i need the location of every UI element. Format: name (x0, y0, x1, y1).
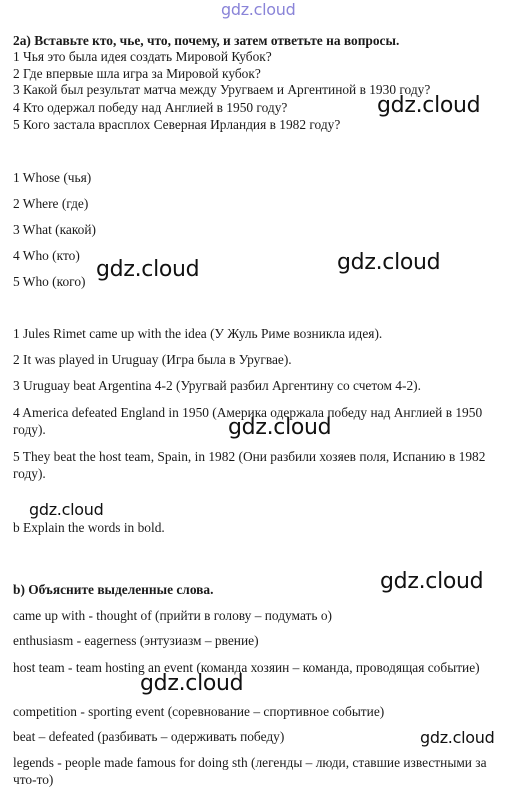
watermark: gdz.cloud (96, 257, 200, 282)
question-5: 5 Кого застала врасплох Северная Ирландия в 1982 году? (13, 117, 341, 132)
question-2: 2 Где впервые шла игра за Мировой кубок? (13, 66, 261, 81)
task-b-title: b Explain the words in bold. (13, 520, 165, 535)
watermark-top: gdz.cloud (221, 0, 296, 19)
word-4: 4 Who (кто) (13, 248, 80, 263)
watermark: gdz.cloud (228, 415, 332, 440)
answer-2: 2 It was played in Uruguay (Игра была в Уругвае). (13, 352, 292, 367)
answer-5: 5 They beat the host team, Spain, in 1982 (Они разбили хозяев поля, Испанию в 1982 году). (13, 449, 486, 481)
word-2: 2 Where (где) (13, 196, 89, 211)
answer-4: 4 America defeated England in 1950 (Америка одержала победу над Англией в 1950 году). (13, 405, 483, 437)
watermark: gdz.cloud (377, 93, 481, 118)
definition-6: legends - people made famous for doing sth (легенды – люди, ставшие известными за что-то) (13, 755, 487, 787)
word-5: 5 Who (кого) (13, 274, 86, 289)
watermark: gdz.cloud (140, 671, 244, 696)
watermark: gdz.cloud (29, 500, 104, 519)
definition-3: host team - team hosting an event (команда хозяин – команда, проводящая событие) (13, 660, 480, 675)
question-1: 1 Чья это была идея создать Мировой Кубок? (13, 49, 272, 64)
question-3: 3 Какой был результат матча между Уругваем и Аргентиной в 1930 году? (13, 82, 431, 97)
definition-5: beat – defeated (разбивать – одерживать победу) (13, 729, 285, 744)
definition-4: competition - sporting event (соревнование – спортивное событие) (13, 704, 385, 719)
watermark: gdz.cloud (337, 250, 441, 275)
answer-3: 3 Uruguay beat Argentina 4-2 (Уругвай разбил Аргентину со счетом 4-2). (13, 378, 421, 393)
watermark: gdz.cloud (420, 728, 495, 747)
question-4: 4 Кто одержал победу над Англией в 1950 году? (13, 100, 288, 115)
word-1: 1 Whose (чья) (13, 170, 92, 185)
answer-1: 1 Jules Rimet came up with the idea (У Жуль Риме возникла идея). (13, 326, 383, 341)
definition-2: enthusiasm - eagerness (энтузиазм – рвение) (13, 633, 259, 648)
task-b-ru-title: b) Объясните выделенные слова. (13, 582, 214, 597)
word-3: 3 What (какой) (13, 222, 96, 237)
task-title: 2a) Вставьте кто, чье, что, почему, и затем ответьте на вопросы. (13, 33, 400, 48)
definition-1: came up with - thought of (прийти в голову – подумать о) (13, 608, 333, 623)
watermark: gdz.cloud (380, 569, 484, 594)
